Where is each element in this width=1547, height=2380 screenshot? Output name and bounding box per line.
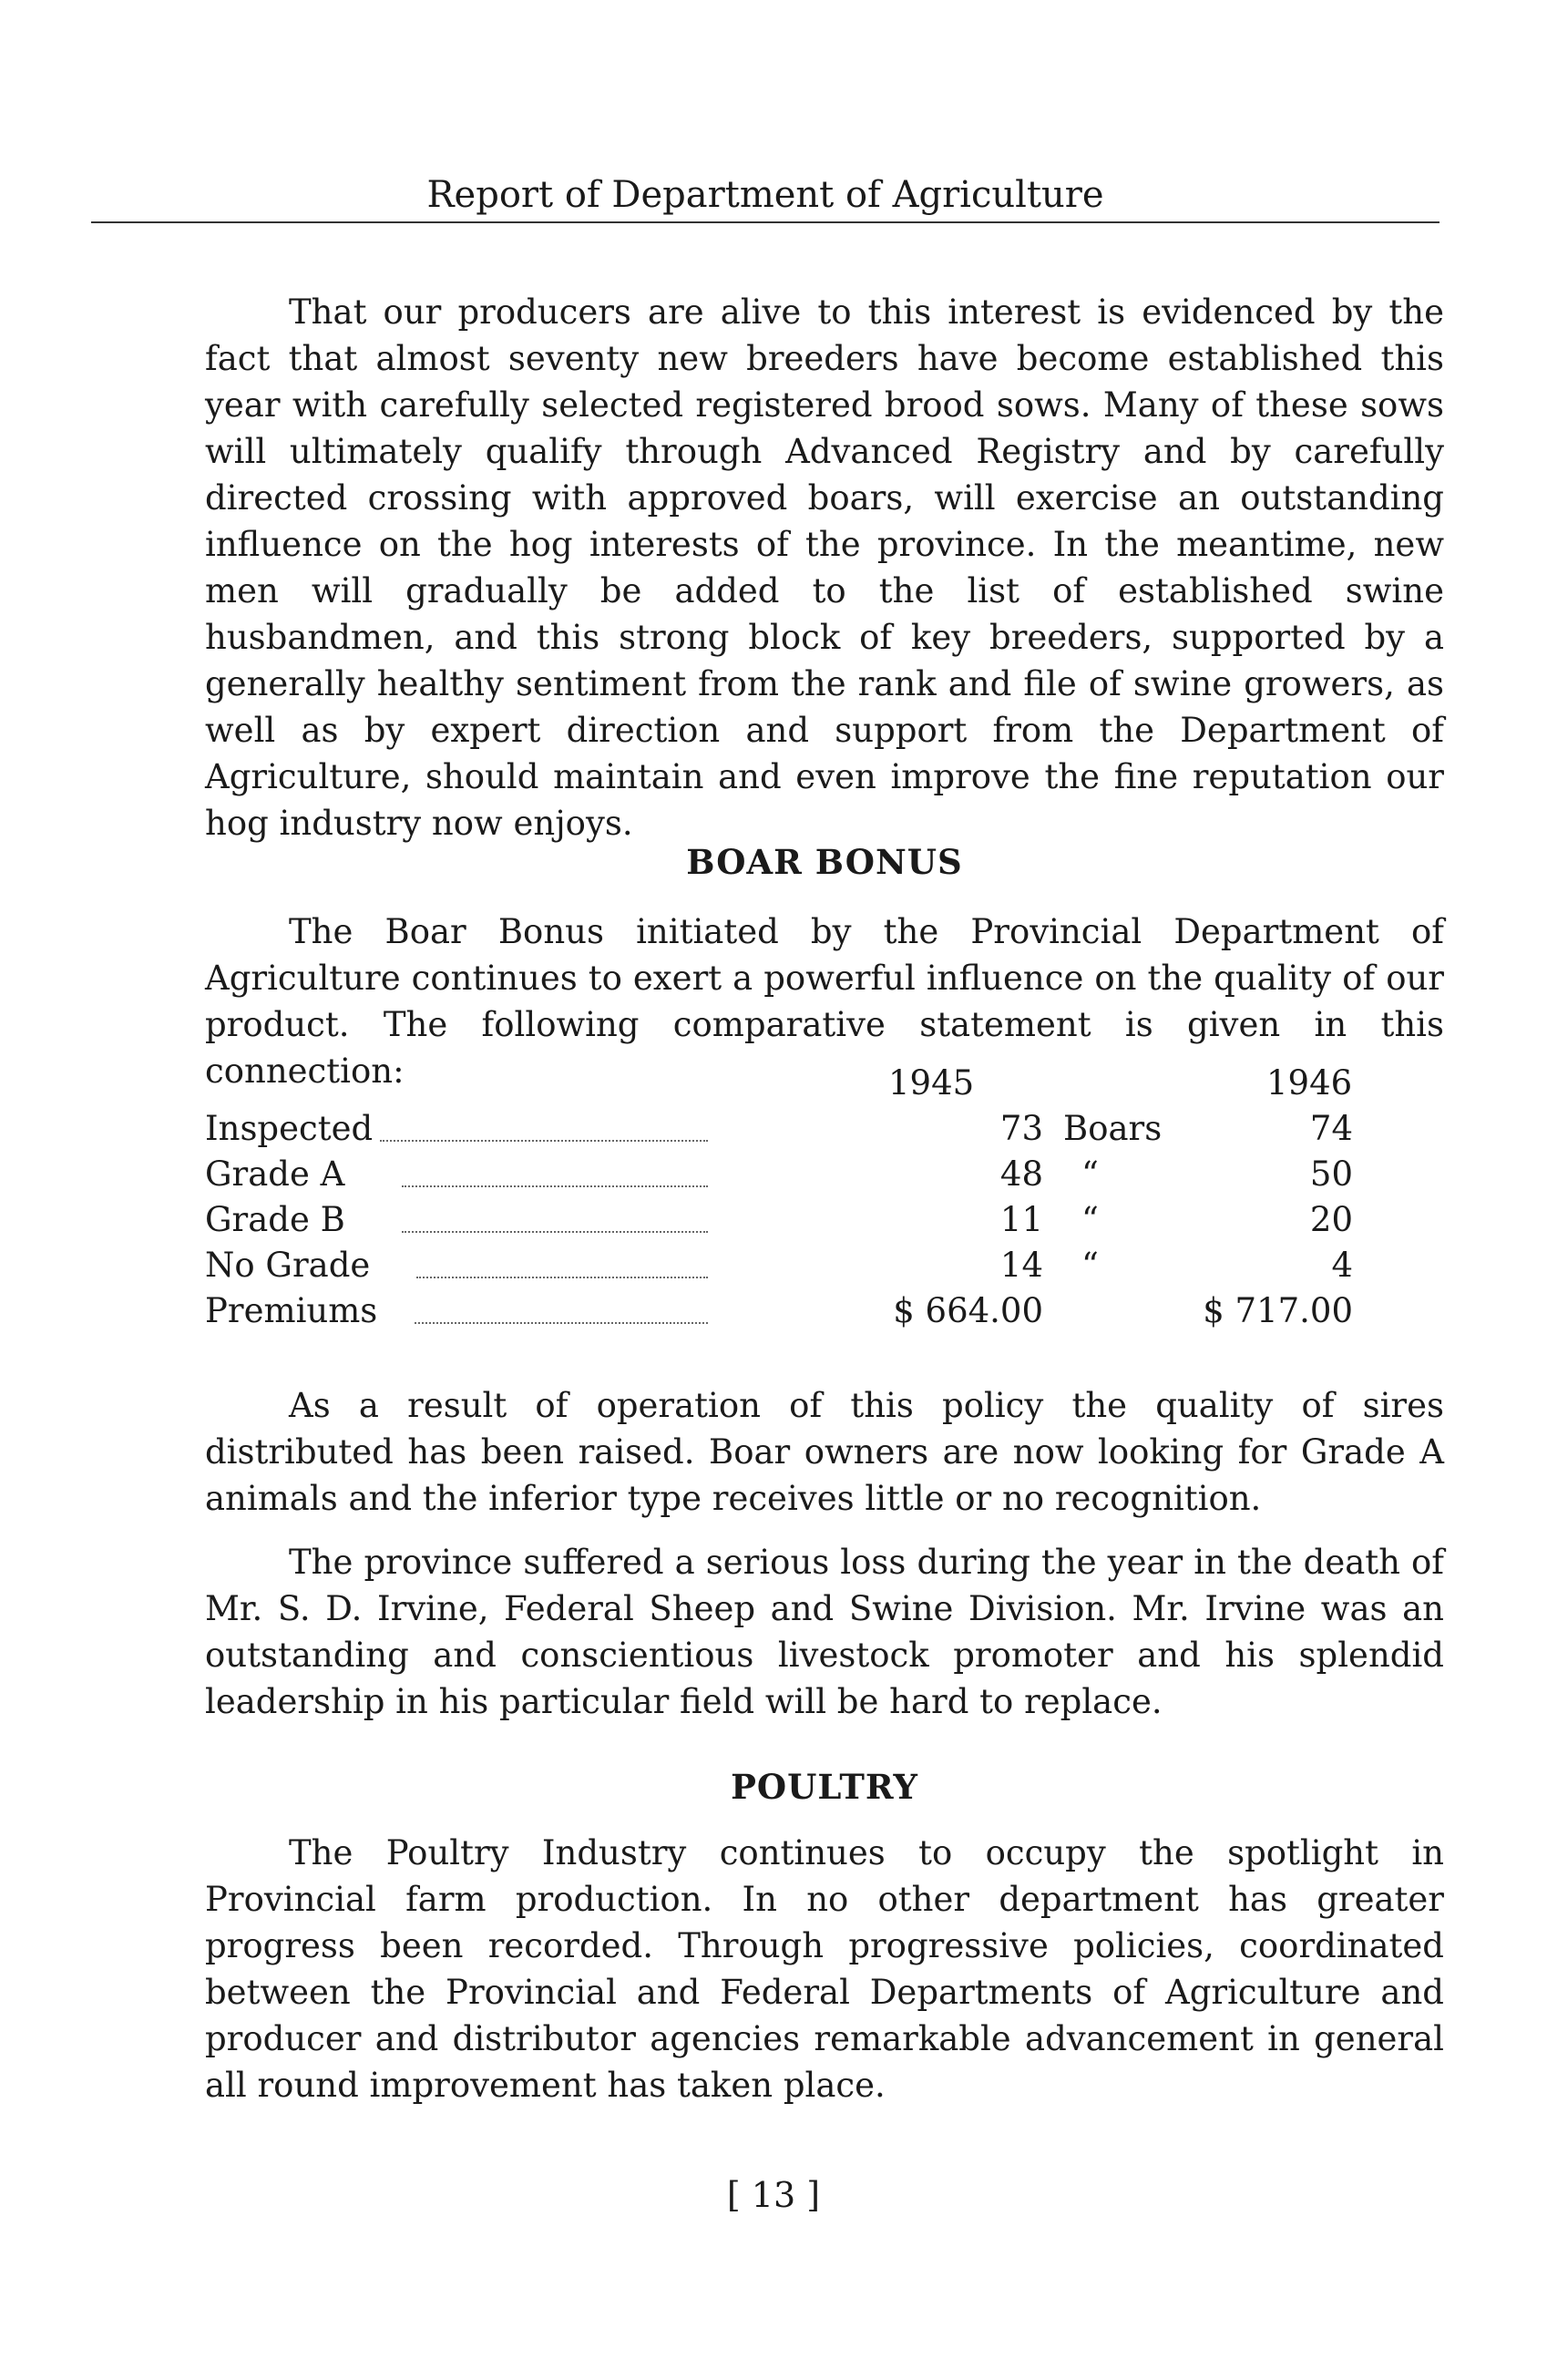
paragraph-boar-bonus-intro: The Boar Bonus initiated by the Provincial Department of Agriculture continues to exert a powerful influence on the quality of our product. The following comparative statement is given in this connection:	[205, 912, 1444, 1091]
row-label: Grade B	[205, 1200, 345, 1239]
column-header-1945: 1945	[888, 1063, 975, 1103]
value-1946: 4	[1331, 1246, 1353, 1285]
row-label: Inspected	[205, 1109, 374, 1148]
row-label: No Grade	[205, 1246, 371, 1285]
value-1945: 48	[999, 1154, 1043, 1194]
table-row	[205, 1246, 1353, 1291]
row-label: Grade A	[205, 1154, 345, 1194]
value-1946: 20	[1309, 1200, 1353, 1239]
column-header-1946: 1946	[1266, 1063, 1353, 1103]
unit-label: Boars	[1063, 1109, 1163, 1148]
table-row	[205, 1109, 1353, 1154]
paragraph-poultry: The Poultry Industry continues to occupy the spotlight in Provincial farm production. In no other department has greater progress been recorded. Through progressive policies, coordinated between the Provincial and Federal Departments of Agriculture and producer and distributor agencies remarkable advancement in general all round improvement has taken place.	[205, 1833, 1444, 2105]
ditto-mark: “	[1081, 1154, 1099, 1194]
ditto-mark: “	[1081, 1246, 1099, 1285]
table-row	[205, 1154, 1353, 1200]
value-1945: 14	[999, 1246, 1043, 1285]
table-row	[205, 1291, 1353, 1337]
dot-leader	[402, 1185, 708, 1187]
table-row	[205, 1200, 1353, 1246]
dot-leader	[416, 1277, 708, 1278]
table-header-row	[205, 1063, 1353, 1109]
page-number: [ 13 ]	[726, 2175, 821, 2215]
header-rule	[91, 221, 1439, 223]
heading-boar-bonus: BOAR BONUS	[686, 842, 963, 882]
paragraph-irvine: The province suffered a serious loss during the year in the death of Mr. S. D. Irvine, Federal Sheep and Swine Division. Mr. Irvine was an outstanding and conscientious livestock promoter and his splendid leadership in his particular field will be hard to replace.	[205, 1543, 1444, 1721]
heading-poultry: POULTRY	[731, 1767, 918, 1807]
value-1945: 73	[999, 1109, 1043, 1148]
value-1946: 74	[1309, 1109, 1353, 1148]
value-1945: 11	[999, 1200, 1043, 1239]
dot-leader	[380, 1140, 708, 1142]
value-1946: $ 717.00	[1203, 1291, 1353, 1330]
boar-bonus-table	[205, 1063, 1353, 1337]
row-label: Premiums	[205, 1291, 378, 1330]
dot-leader	[402, 1231, 708, 1233]
dot-leader	[415, 1322, 708, 1324]
paragraph-policy-result: As a result of operation of this policy the quality of sires distributed has been raised. Boar owners are now looking for Grade A animals and the inferior type receives little or no recognition.	[205, 1386, 1444, 1518]
value-1945: $ 664.00	[893, 1291, 1043, 1330]
paragraph-breeders: That our producers are alive to this interest is evidenced by the fact that almost seventy new breeders have become established this year with carefully selected registered brood sows. Many of these sows will ultimately qualify through Advanced Registry and by carefully directed crossing with approved boars, will exercise an outstanding influence on the hog interests of the province. In the meantime, new men will gradually be added to the list of established swine husbandmen, and this strong block of key breeders, supported by a generally healthy sentiment from the rank and file of swine growers, as well as by expert direction and support from the Department of Agriculture, should maintain and even improve the fine reputation our hog industry now enjoys.	[205, 292, 1444, 843]
value-1946: 50	[1309, 1154, 1353, 1194]
running-title: Report of Department of Agriculture	[426, 174, 1104, 216]
ditto-mark: “	[1081, 1200, 1099, 1239]
